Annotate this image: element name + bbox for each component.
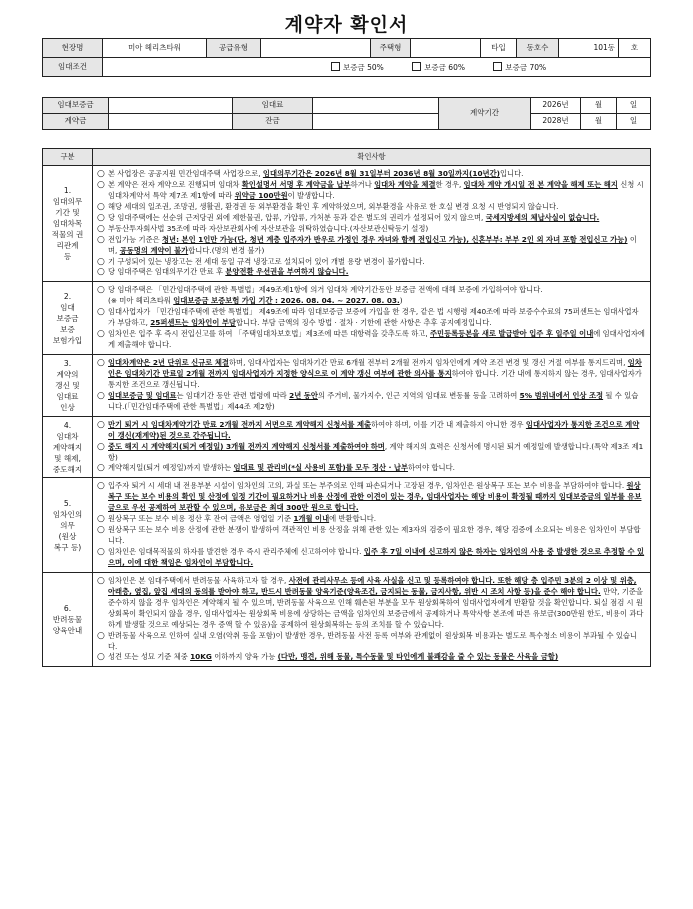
- plain-text: 는 임대기간 동안 관련 법령에 따라: [176, 390, 290, 400]
- circle-bullet-icon: ○: [97, 514, 105, 525]
- section-body: [93, 478, 651, 573]
- emphasized-text: 위약금 100만원: [234, 190, 288, 200]
- header-items: 확인사항: [93, 149, 651, 166]
- emphasized-text: 원상복구 또는 보수 비용의 확인 및 산정에 일정 기간이 필요하거나 비용 산정에 관한 이견이 있는 경우, 임대사업자는 해당 비용이 확정될 때까지 임대보증금의 일부를 유보금으로 우선 공제하여 보관할 수 있으며, 유보금은 최대 300만 원으로 합니다.: [108, 481, 642, 513]
- circle-bullet-icon: ○: [97, 390, 105, 401]
- plain-text: 한 경우,: [435, 179, 464, 189]
- complex-label: 현장명: [43, 39, 103, 58]
- section-label: 3. 계약의 갱신 및 임대료 인상: [43, 355, 93, 417]
- section-label: 2. 임대 보증금 보증 보험가입: [43, 282, 93, 355]
- option-50[interactable]: 보증금 50%: [331, 63, 384, 72]
- end-day: 일: [617, 114, 651, 130]
- plain-text: 전입가능 기준은: [108, 234, 162, 244]
- section-body: [93, 572, 651, 667]
- item-text: [108, 169, 645, 180]
- plain-text: 기 구성되어 있는 냉장고는 전 세대 동일 규격 냉장고로 설치되어 있어 개별 용량 변경이 불가합니다.: [108, 256, 425, 266]
- plain-text: 임차인은 임대목적물의 하자를 발견한 경우 즉시 관리주체에 신고하여야 합니다.: [108, 547, 364, 556]
- confirmation-item: [97, 631, 645, 653]
- contract-deposit-label: 계약금: [43, 114, 109, 130]
- plain-text: 해당 세대의 일조권, 조망권, 생활권, 환경권 등 외부환경을 확인 후 계약하였으며, 외부환경을 사유로 한 호실 변경 요청 시 반영되지 않습니다.: [108, 201, 559, 211]
- confirmation-item: [97, 296, 645, 307]
- confirmation-item: [97, 576, 645, 631]
- emphasized-text: 주민등록등본을 새로 발급받아 입주 후 일주일 이내: [429, 329, 594, 339]
- section-row: [43, 355, 651, 417]
- item-text: [108, 652, 645, 663]
- circle-bullet-icon: ○: [97, 179, 105, 190]
- lease-condition-options: [103, 58, 651, 77]
- checkbox-70[interactable]: [493, 62, 502, 71]
- plain-text: 본 계약은 전자 계약으로 진행되며 임대차: [108, 179, 242, 189]
- plain-text: 임차인은 본 임대주택에서 반려동물 사육하고자 할 경우,: [108, 575, 289, 585]
- item-text: [108, 442, 645, 464]
- item-text: [108, 202, 645, 213]
- deposit-label: 임대보증금: [43, 98, 109, 114]
- confirmation-item: [97, 307, 645, 329]
- contract-deposit-value[interactable]: [109, 114, 233, 130]
- confirmation-item: [97, 285, 645, 296]
- plain-text: 성견 또는 성묘 기준 체중: [108, 652, 191, 662]
- emphasized-text: (다만, 맹견, 위해 동물, 특수동물 및 타인에게 불쾌감을 줄 수 있는 동물은 사육을 금함): [277, 652, 559, 662]
- item-text: [108, 481, 645, 514]
- sections-body: [43, 166, 651, 667]
- emphasized-text: 1개월 이내: [293, 514, 330, 524]
- plain-text: 이하까지 양육 가능: [211, 652, 278, 662]
- confirmation-item: [97, 202, 645, 213]
- item-text: [108, 420, 645, 442]
- section-body: [93, 166, 651, 282]
- plain-text: 하여야 합니다.: [408, 463, 455, 473]
- start-day: 일: [617, 98, 651, 114]
- circle-bullet-icon: ○: [97, 358, 105, 368]
- plain-text: 하거나: [350, 179, 375, 189]
- balance-value[interactable]: [313, 114, 439, 130]
- plain-text: 본 사업장은 공공지원 민간임대주택 사업장으로,: [108, 169, 263, 178]
- house-type-value[interactable]: [411, 39, 481, 58]
- circle-bullet-icon: ○: [97, 630, 105, 641]
- confirmation-item: [97, 267, 645, 278]
- plain-text: 신청 시 임대차계약서 특약 제7조 제1항에 따라: [108, 179, 644, 200]
- end-month: 월: [581, 114, 617, 130]
- item-text: [108, 514, 645, 525]
- item-text: [108, 285, 645, 296]
- item-text: [108, 547, 645, 569]
- confirmation-item: [97, 514, 645, 525]
- section-label: 4. 임대차 계약해지 및 해제, 중도해지: [43, 416, 93, 478]
- confirmation-item: [97, 481, 645, 514]
- item-text: [108, 296, 645, 307]
- plain-text: (※ 미아 헤리츠타워: [108, 296, 174, 306]
- emphasized-text: 25퍼센트는 임차인이 부담: [150, 318, 236, 328]
- emphasized-text: 청년: 본인 1인만 가능(단, 청년 계층 입주자가 반우로 가정인 경우 자녀와 함께 전입신고 가능), 신혼부부: 부부 2인 외 자녀 포함 전입신고 가능): [161, 234, 628, 244]
- emphasized-text: 임대료 및 관리비(*실 사용비 포함)를 모두 정산 · 납부: [233, 463, 408, 473]
- supply-type-label: 공급유형: [207, 39, 261, 58]
- plain-text: 에 임대사업자에게 제출해야 합니다.: [108, 329, 645, 350]
- circle-bullet-icon: ○: [97, 234, 105, 245]
- confirmation-item: [97, 420, 645, 442]
- item-text: [108, 267, 645, 278]
- rent-value[interactable]: [313, 98, 439, 114]
- option-70[interactable]: 보증금 70%: [493, 63, 546, 72]
- start-year: 2026년: [531, 98, 581, 114]
- section-row: [43, 282, 651, 355]
- emphasized-text: 만기 퇴거 시 임대차계약기간 만료 2개월 전까지 서면으로 계약해지 신청서를 제출: [108, 419, 372, 429]
- confirmation-item: [97, 442, 645, 464]
- plain-text: 하여야 합니다. 기간 내에 통지하지 않는 경우, 임대사업자가 통지한 조건으로 갱신됩니다.: [108, 368, 642, 389]
- item-text: [108, 235, 645, 257]
- confirmation-item: [97, 463, 645, 474]
- circle-bullet-icon: ○: [97, 223, 105, 234]
- plain-text: 당 임대주택에는 선순위 근저당권 외에 제한물권, 압류, 가압류, 가처분 등과 같은 별도의 권리가 설정되어 있지 않으며,: [108, 212, 486, 222]
- checkbox-50[interactable]: [331, 62, 340, 71]
- section-row: [43, 416, 651, 478]
- plain-text: 입주자 퇴거 시 세대 내 전용부분 시설이 임차인의 고의, 과실 또는 부주의로 인해 파손되거나 고장된 경우, 임차인은 원상복구 또는 보수 비용을 부담하여야 합니다.: [108, 481, 627, 491]
- dong-value: 101동: [559, 39, 619, 58]
- ho-label: 호: [619, 39, 651, 58]
- checkbox-60[interactable]: [412, 62, 421, 71]
- emphasized-text: 사전에 관리사무소 등에 사육 사실을 신고 및 등록하여야 합니다. 또한 해당 층 입주민 3분의 2 이상 및 위층, 아래층, 옆집, 앞집 세대의 동의를 받아야 하고, 반드시 반려동물 양육기준(양육조건, 금지되는 동물, 금지사항, 위반 시 조치 사항 등)을 준수 해야 합니다.: [108, 575, 637, 596]
- plain-text: 당 임대주택은 「민간임대주택에 관한 특별법」제49조제1항에 의거 임대차 계약기간동안 보증금 전액에 대해 보증에 가입하여야 합니다.: [108, 285, 543, 295]
- emphasized-text: 임대차계약은 2년 단위로 신규로 체결: [108, 358, 229, 367]
- circle-bullet-icon: ○: [97, 419, 105, 430]
- confirmation-item: [97, 169, 645, 180]
- circle-bullet-icon: ○: [97, 169, 105, 179]
- emphasized-text: 국세지방세의 체납사실이 없습니다.: [485, 212, 600, 222]
- emphasized-text: 임대차 계약을 체결: [374, 179, 436, 189]
- house-type-label: 주택형: [371, 39, 411, 58]
- balance-label: 잔금: [233, 114, 313, 130]
- section-label: 6. 반려동물 양육안내: [43, 572, 93, 667]
- option-60[interactable]: 보증금 60%: [412, 63, 465, 72]
- section-row: [43, 572, 651, 667]
- header-category: 구분: [43, 149, 93, 166]
- circle-bullet-icon: ○: [97, 525, 105, 536]
- circle-bullet-icon: ○: [97, 201, 105, 212]
- circle-bullet-icon: ○: [97, 307, 105, 318]
- emphasized-text: 확인설명서 서명 후 계약금을 납부: [241, 179, 351, 189]
- plain-text: 계약해지일(퇴거 예정일)까지 발생하는: [108, 463, 234, 473]
- plain-text: 당 임대주택은 임대의무기간 만료 후: [108, 267, 226, 277]
- confirmation-item: [97, 180, 645, 202]
- plain-text: 합니다.(명의 변경 불가): [188, 245, 265, 255]
- emphasized-text: 중도 해지 시 계약해지(퇴거 예정일) 3개월 전까지 계약해지 신청서를 제출하여야 하며: [108, 441, 385, 451]
- deposit-table: [42, 97, 651, 130]
- item-text: [108, 576, 645, 631]
- confirmation-item: [97, 329, 645, 351]
- plain-text: 의 주거비, 물가지수, 인근 지역의 임대료 변동률 등을 고려하여: [317, 390, 520, 400]
- emphasized-text: 5% 범위내에서 인상 조정: [519, 390, 604, 400]
- circle-bullet-icon: ○: [97, 575, 105, 586]
- circle-bullet-icon: ○: [97, 212, 105, 223]
- confirmation-item: [97, 213, 645, 224]
- section-row: [43, 478, 651, 573]
- plain-text: 하며, 임대사업자는 임대차기간 만료 6개월 전부터 2개월 전까지 임차인에게 계약 조건 변경 및 갱신 거절 여부를 통지드리며,: [228, 358, 628, 367]
- plain-text: ): [399, 296, 403, 306]
- plain-text: 합니다. 부담 금액의 징수 방법 · 절차 · 기한에 관한 사항은 추후 공지예정입니다.: [235, 318, 492, 328]
- plain-text: 에 반환합니다.: [329, 514, 377, 524]
- circle-bullet-icon: ○: [97, 441, 105, 452]
- section-label: 1. 임대의무 기간 및 임대차목 적물의 권 리관계 등: [43, 166, 93, 282]
- plain-text: 부동산투자회사법 35조에 따라 자산보관회사에 자산보관을 위탁하였습니다.(자산보관신탁등기 설정): [108, 223, 429, 233]
- confirmation-item: [97, 224, 645, 235]
- circle-bullet-icon: ○: [97, 481, 105, 492]
- emphasized-text: 임대의무기간은 2026년 8월 31일부터 2036년 8월 30일까지(10년간): [262, 169, 500, 178]
- section-label: 5. 임차인의 의무 (원상 복구 등): [43, 478, 93, 573]
- item-text: [108, 329, 645, 351]
- confirmation-table: [42, 148, 651, 667]
- lease-condition-label: 임대조건: [43, 58, 103, 77]
- section-body: [93, 282, 651, 355]
- circle-bullet-icon: ○: [97, 547, 105, 557]
- plain-text: 될 수 있습니다.(「민간임대주택에 관한 특별법」제44조 제2항): [108, 390, 639, 411]
- plain-text: 반려동물 사육으로 인하여 실내 오염(악취 등을 포함)이 발생한 경우, 반려동물 사전 등록 여부와 관계없이 원상회복 비용과는 별도로 특수청소 비용이 부과될 수 있습니다.: [108, 630, 637, 651]
- confirmation-item: [97, 257, 645, 268]
- emphasized-text: 입주 후 7일 이내에 신고하지 않은 하자는 임차인의 사용 중 발생한 것으로 추정할 수 있으며, 이에 대한 책임은 임차인이 부담합니다.: [108, 547, 645, 567]
- plain-text: 임대사업자가 「민간임대주택에 관한 특별법」 제49조에 따라 임대보증금 보증에 가입을 한 경우, 같은 법 시행령 제40조에 따라 보증수수료의 75퍼센트는 임대사업자가 부담하고,: [108, 307, 639, 328]
- item-text: [108, 525, 645, 547]
- circle-bullet-icon: ○: [97, 285, 105, 296]
- rent-label: 임대료: [233, 98, 313, 114]
- emphasized-text: 공동명의 계약이 불가: [119, 245, 189, 255]
- document-title: 계약자 확인서: [284, 14, 409, 36]
- circle-bullet-icon: ○: [97, 652, 105, 663]
- plain-text: , 계약 해지의 효력은 신청서에 명시된 퇴거 예정일에 발생합니다.(특약 제3조 제1항): [108, 441, 644, 462]
- emphasized-text: 임대보증금 및 임대료: [108, 390, 177, 400]
- emphasized-text: 임대차 계약 개시일 전 본 계약을 해제 또는 해지: [463, 179, 618, 189]
- plain-text: 임차인은 입주 후 즉시 전입신고를 하여 「주택임대차보호법」제3조에 따른 대항력을 갖추도록 하고,: [108, 329, 430, 339]
- unit-label: 동호수: [517, 39, 559, 58]
- item-text: [108, 358, 645, 391]
- deposit-value[interactable]: [109, 98, 233, 114]
- emphasized-text: 2년 동안: [289, 390, 318, 400]
- section-row: [43, 166, 651, 282]
- item-text: [108, 391, 645, 413]
- confirmation-item: [97, 391, 645, 413]
- item-text: [108, 213, 645, 224]
- item-text: [108, 463, 645, 474]
- item-text: [108, 180, 645, 202]
- plain-text: 이며,: [108, 234, 637, 255]
- emphasized-text: 10KG: [190, 652, 212, 662]
- plain-text: 입니다.: [499, 169, 524, 178]
- item-text: [108, 631, 645, 653]
- section-body: [93, 355, 651, 417]
- type-label: 타입: [481, 39, 517, 58]
- item-text: [108, 224, 645, 235]
- circle-bullet-icon: ○: [97, 329, 105, 340]
- complex-value: 미아 헤리츠타워: [103, 39, 207, 58]
- emphasized-text: 임대보증금 보증보험 가입 기간 : 2026. 08. 04. ~ 2027. 08. 03.: [173, 296, 400, 306]
- circle-bullet-icon: ○: [97, 256, 105, 267]
- period-label: 계약기간: [439, 98, 531, 130]
- emphasized-text: 분양전환 우선권을 부여하지 않습니다.: [225, 267, 349, 277]
- confirmation-item: [97, 652, 645, 663]
- item-text: [108, 307, 645, 329]
- emphasized-text: 임차인은 임대차기간 만료일 2개월 전까지 임대사업자가 지정한 양식으로 이 계약 갱신 여부에 관한 의사를 통지: [108, 358, 642, 378]
- start-month: 월: [581, 98, 617, 114]
- plain-text: 만약, 기준을 준수하지 않을 경우 임차인은 계약해지 될 수 있으며, 반려동물 사육으로 인해 훼손된 부분을 모두 원상회복하여 임대사업자에게 반환할 것을 확인합니다. 퇴실 점검 시 원상회복이 확인되지 않을 경우, 임대사업자는 원상회복 비용에 상당하는 금액을 임차인의 보증금에서 공제하거나 특약사항 본조에 따른 유보금(300만원 한도, 비용이 과다하게 발생할 것으로 예상되는 경우 증액 할 수 있음)을 공제하여 원상회복하는 등의 조치를 할 수 있습니다.: [108, 586, 644, 629]
- plain-text: 하여야 하며, 이를 기간 내 제출하지 아니한 경우: [371, 419, 526, 429]
- section-body: [93, 416, 651, 478]
- emphasized-text: 임대사업자가 통지한 조건으로 계약이 갱신(재계약)된 것으로 간주됩니다.: [108, 419, 640, 440]
- confirmation-item: [97, 358, 645, 391]
- confirmation-item: [97, 547, 645, 569]
- end-year: 2028년: [531, 114, 581, 130]
- confirmation-item: [97, 525, 645, 547]
- supply-type-value[interactable]: [261, 39, 371, 58]
- plain-text: 원상복구 또는 보수 비용 산정에 관한 분쟁이 발생하여 객관적인 비용 산정을 위해 관한 있는 제3자의 검증이 필요한 경우, 해당 검증에 소요되는 비용은 임차인이 부담합니다.: [108, 525, 641, 546]
- item-text: [108, 257, 645, 268]
- circle-bullet-icon: ○: [97, 267, 105, 278]
- plain-text: 이 발생합니다.: [287, 190, 335, 200]
- contract-info-table: [42, 38, 651, 77]
- confirmation-item: [97, 235, 645, 257]
- circle-bullet-icon: ○: [97, 463, 105, 474]
- plain-text: 원상복구 또는 보수 비용 정산 후 잔여 금액은 영업일 기준: [108, 514, 294, 524]
